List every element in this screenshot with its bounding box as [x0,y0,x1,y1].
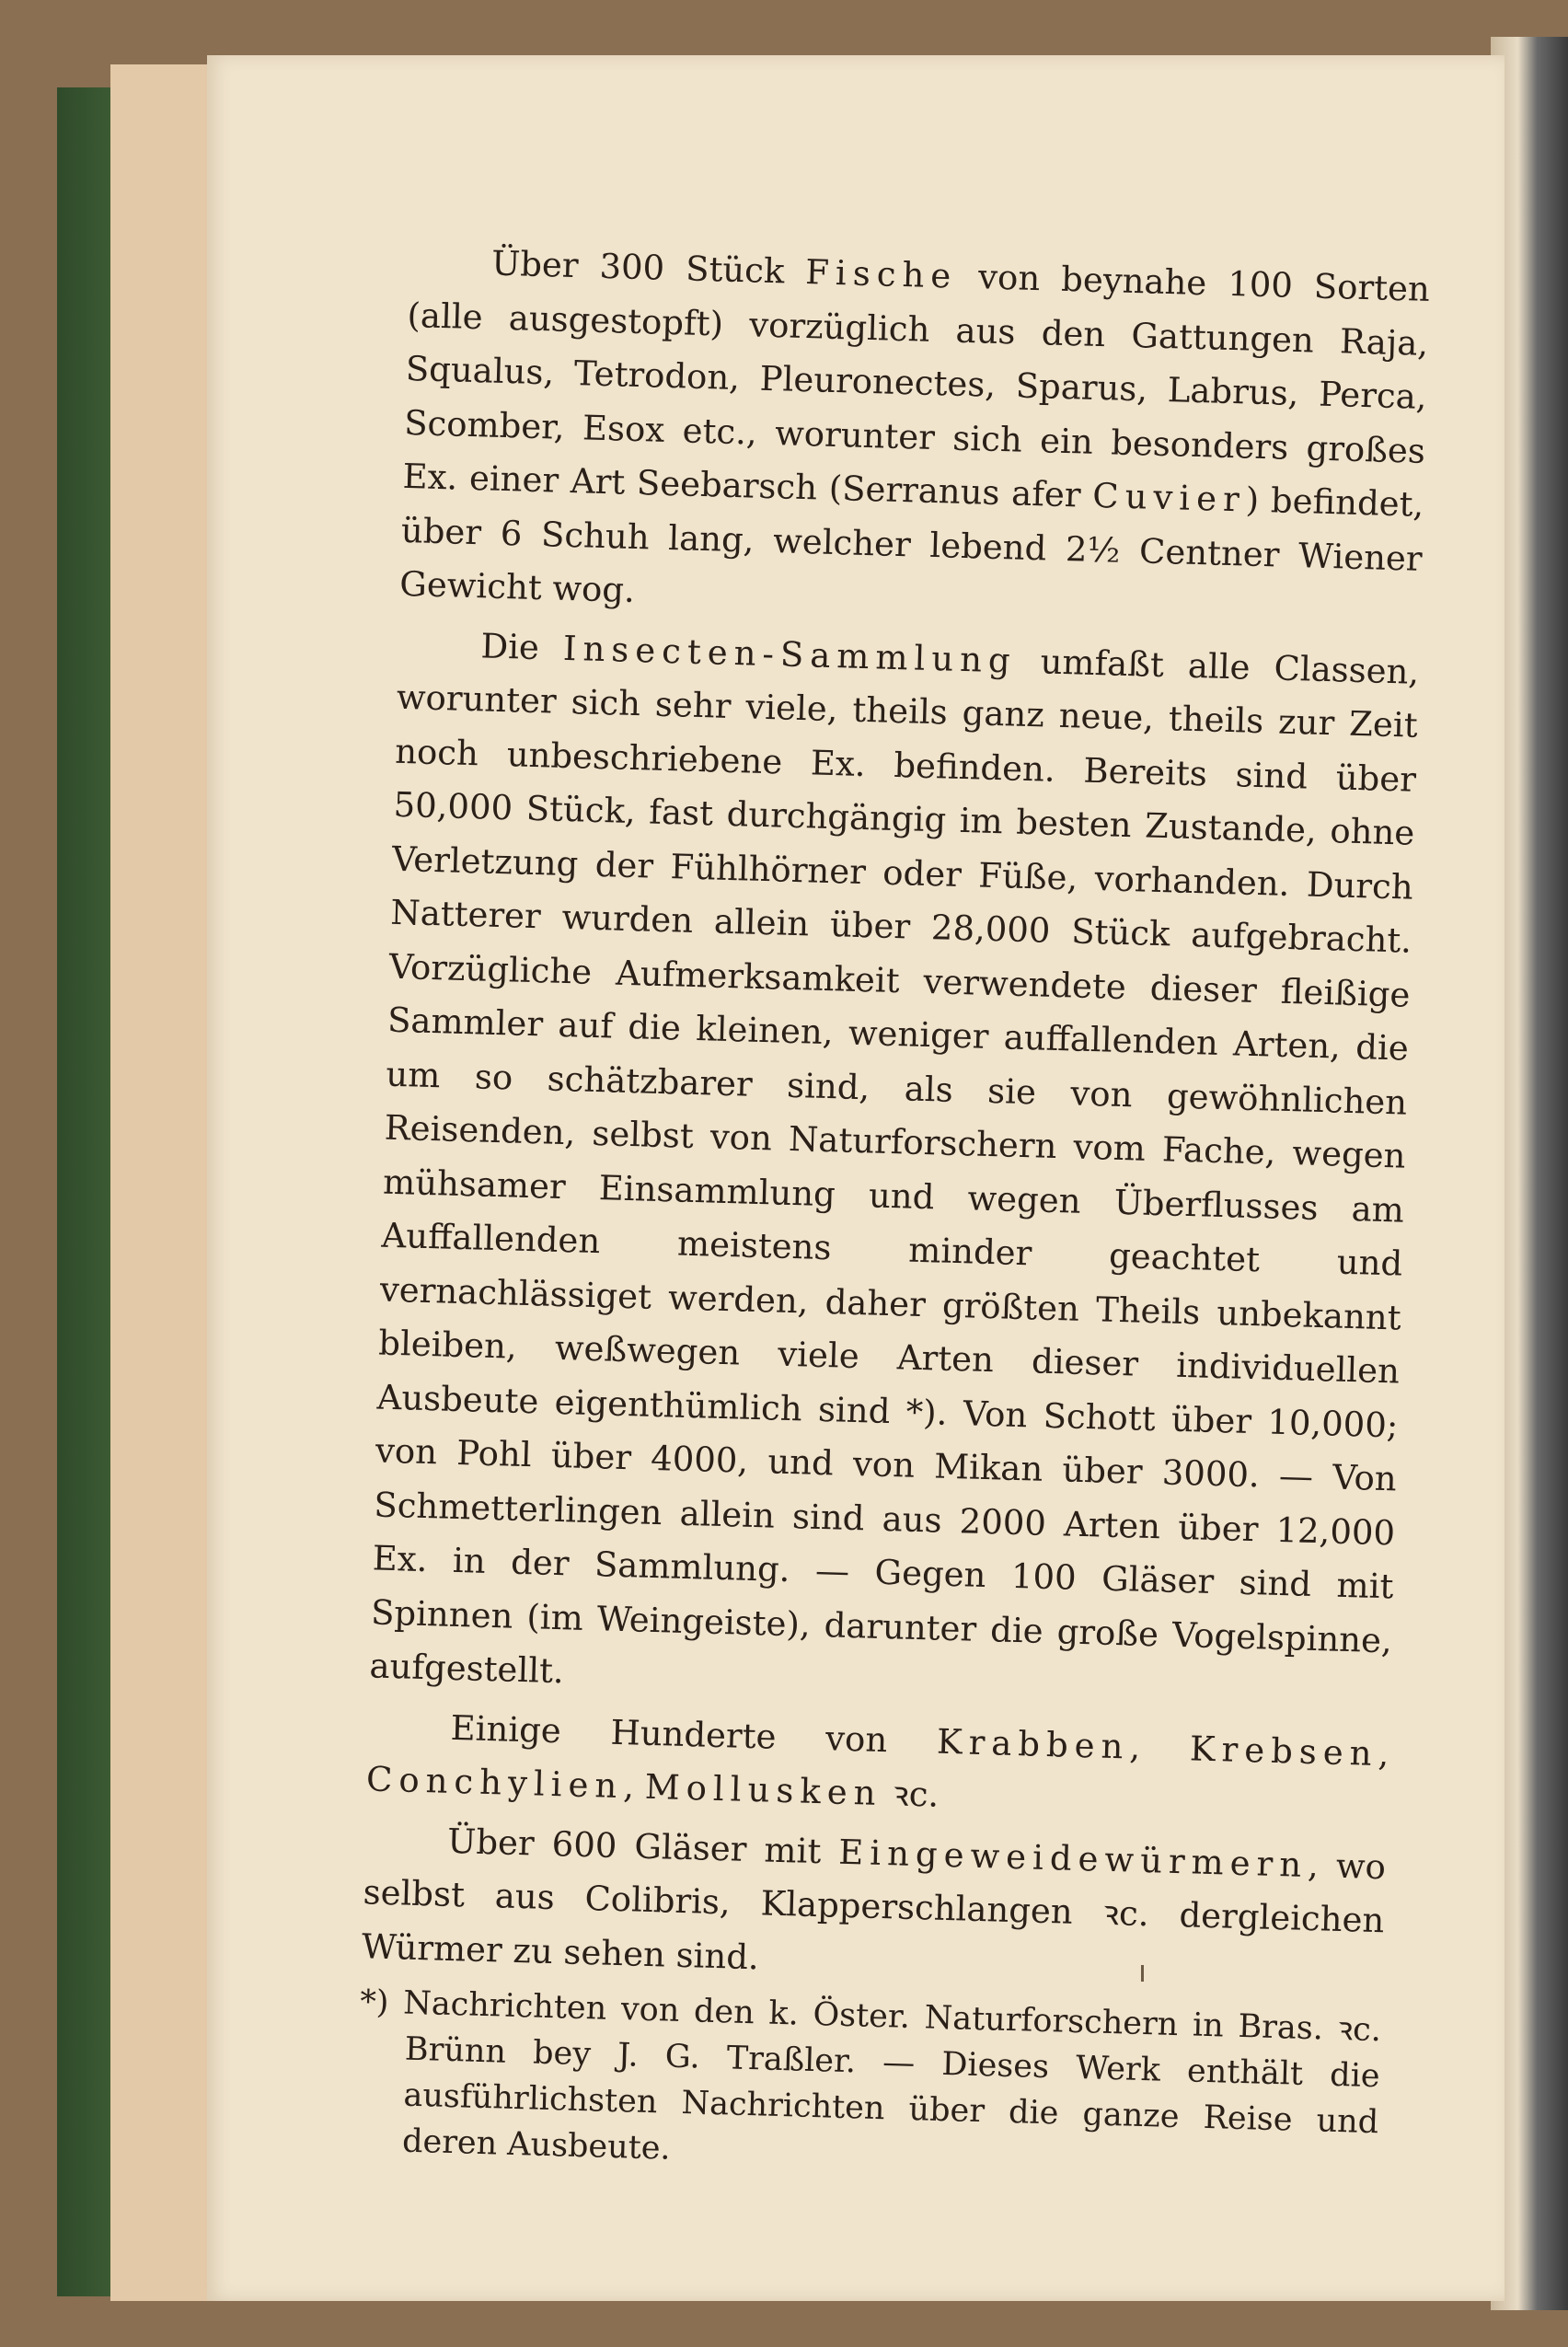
text-run: ) befindet, über 6 Schuh lang, welcher lebend 2½ Centner Wiener Gewicht wog. [398,480,1424,610]
text-run: umfaßt alle Classen, worunter sich sehr viele, theils ganz neue, theils zur Zeit noch unbeschriebene Ex. befinden. Bereits sind über 50,000 Stück, fast durchgängig im besten Zustande, ohne Verletzung der Fühlhörner oder Füße, vorhanden. Durch Natterer wurden allein über 28,000 Stück aufgebracht. Vorzügliche Aufmerksamkeit verwendete dieser fleißige Sammler auf die kleinen, weniger auffallenden Arten, die um so schätzbarer sind, als sie von gewöhnlichen Reisenden, selbst von Naturforschern vom Fache, wegen mühsamer Einsammlung und wegen Überflusses am Auffallenden meistens minder geachtet und vernachlässiget werden, daher größten Theils unbekannt bleiben, weßwegen viele Arten dieser individuellen Ausbeute eigenthümlich sind *). Von Schott über 10,000; von Pohl über 4000, und von Mikan über 3000. — Von Schmetterlingen allein sind aus 2000 Arten über 12,000 Ex. in der Sammlung. — Gegen 100 Gläser sind mit Spinnen (im Weingeiste), darunter die große Vogelspinne, aufgestellt. [368,641,1420,1692]
paragraph-worms [361,1812,1386,2002]
ink-mark [1141,1965,1144,1982]
spaced-term: Cuvier [1091,475,1247,520]
text-run: Über 600 Gläser mit [446,1821,839,1872]
book-page [207,55,1505,2301]
spaced-term: Krebsen [1189,1728,1379,1774]
spaced-term: Mollusken [644,1766,883,1813]
spaced-term: Krabben [936,1721,1131,1766]
text-run: , [1377,1733,1389,1774]
paragraph-crustaceans [365,1699,1389,1835]
spaced-term: Fische [804,252,958,296]
spaced-term: Eingeweidewürmern [837,1832,1309,1885]
footnote: *) Nachrichten von den k. Öster. Naturforschern in Bras. ꝛc. Brünn bey J. G. Traßler. — Dieses Werk enthält die ausführlichsten Nachrichten über die ganze Reise und deren Ausbeute. [359,1983,1382,2168]
paragraph-insects [369,617,1420,1722]
text-run: , [1128,1726,1191,1768]
text-run: ꝛc. [881,1774,940,1815]
text-run: von beynahe 100 Sorten (alle ausgestopft) vorzüglich aus den Gattungen Raja, Squalus, Tetrodon, Pleuronectes, Sparus, Labrus, Perca, Scomber, Esox etc., worunter sich ein besonders großes Ex. einer Art Seebarsch (Serranus afer [402,256,1431,515]
spaced-term: Insecten-Sammlung [562,628,1018,681]
paragraph-fish [399,235,1431,640]
text-run: , [622,1766,646,1807]
text-run: Einige Hunderte von [450,1707,938,1762]
text-run: Die [479,625,564,668]
page-text [355,235,1430,2197]
text-run: Über 300 Stück [490,243,806,293]
text-run: , wo selbst aus Colibris, Klapperschlangen ꝛc. dergleichen Würmer zu sehen sind. [361,1844,1387,1977]
spaced-term: Conchylien [365,1759,624,1807]
